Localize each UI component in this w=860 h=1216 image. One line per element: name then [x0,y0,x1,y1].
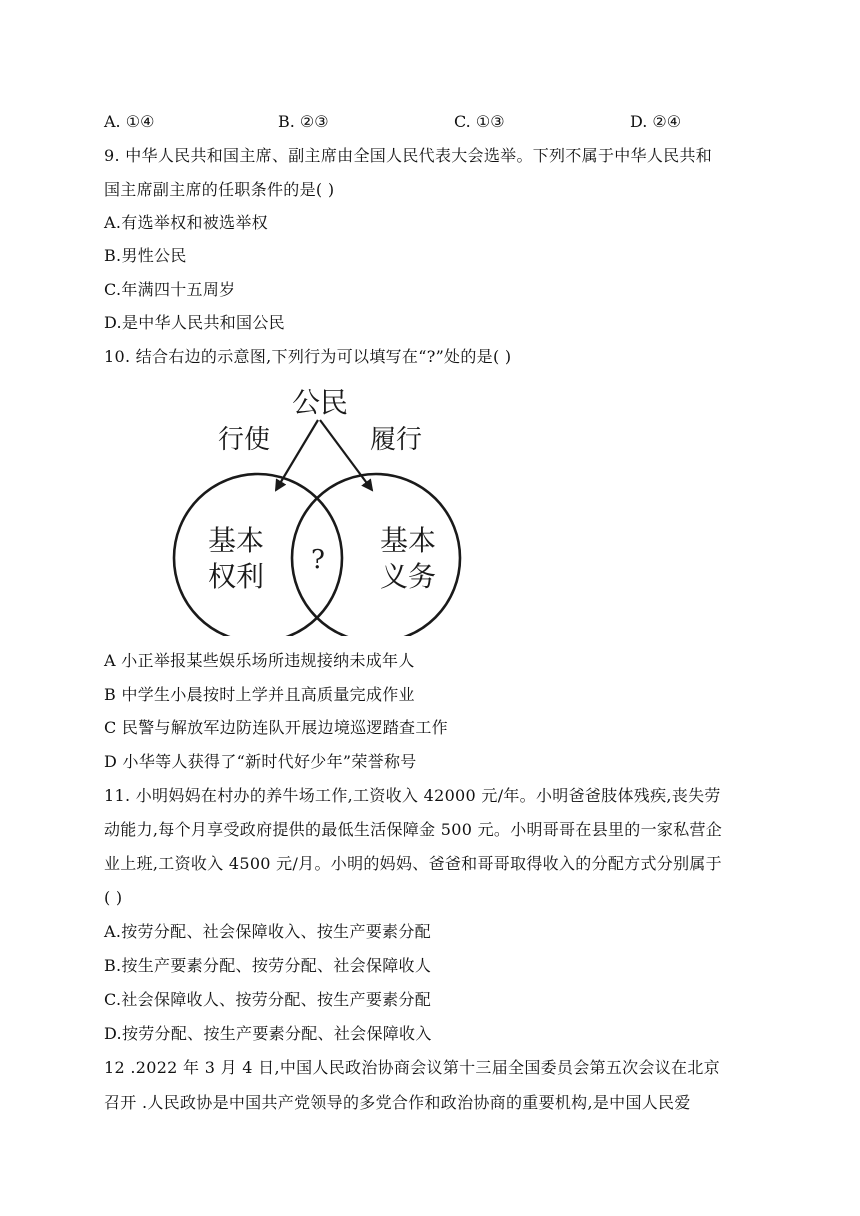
q10-stem: 10. 结合右边的示意图,下列行为可以填写在“?”处的是( ) [104,347,512,366]
q8-option-a: A. ①④ [104,112,155,131]
q10-option-b: B 中学生小晨按时上学并且高质量完成作业 [104,685,415,704]
q11-stem-line2: 动能力,每个月享受政府提供的最低生活保障金 500 元。小明哥哥在县里的一家私营企 [104,820,723,839]
left-arrow [276,420,318,490]
q12-stem-line2: 召开 .人民政协是中国共产党领导的多党合作和政治协商的重要机构,是中国人民爱 [104,1093,691,1112]
q11-stem-line1: 11. 小明妈妈在村办的养牛场工作,工资收入 42000 元/年。小明爸爸肢体残疾,丧失劳 [104,786,721,805]
q9-option-d: D.是中华人民共和国公民 [104,313,285,332]
q10-option-c: C 民警与解放军边防连队开展边境巡逻踏查工作 [104,718,448,737]
duties-circle-line1: 基本 [379,524,437,557]
q12-stem-line1: 12 .2022 年 3 月 4 日,中国人民政治协商会议第十三届全国委员会第五次会议在北京 [104,1058,720,1077]
q10-option-d: D 小华等人获得了“新时代好少年”荣誉称号 [104,752,417,771]
q9-stem-line2: 国主席副主席的任职条件的是( ) [104,180,335,199]
citizen-label: 公民 [291,386,349,419]
q11-stem-line4: ( ) [104,888,123,907]
q8-option-c: C. ①③ [454,112,505,131]
rights-circle-line2: 权利 [207,560,265,593]
rights-duties-venn-diagram [168,380,468,636]
q11-option-b: B.按生产要素分配、按劳分配、社会保障收人 [104,956,432,975]
q9-option-b: B.男性公民 [104,246,187,265]
fulfill-label: 履行 [369,425,423,455]
q8-option-d: D. ②④ [630,112,682,131]
q9-option-c: C.年满四十五周岁 [104,280,236,299]
q10-option-a: A 小正举报某些娱乐场所违规接纳未成年人 [104,651,415,670]
q9-option-a: A.有选举权和被选举权 [104,213,268,232]
q11-option-d: D.按劳分配、按生产要素分配、社会保障收入 [104,1024,432,1043]
exercise-label: 行使 [217,425,271,455]
duties-circle-line2: 义务 [379,560,437,593]
q8-option-b: B. ②③ [278,112,329,131]
q11-stem-line3: 业上班,工资收入 4500 元/月。小明的妈妈、爸爸和哥哥取得收入的分配方式分别属于 [104,854,722,873]
q8-options-row [0,112,860,134]
rights-circle-line1: 基本 [207,524,265,557]
q11-option-c: C.社会保障收人、按劳分配、按生产要素分配 [104,990,432,1009]
venn-diagram-svg [168,380,468,636]
overlap-question-mark: ? [311,545,325,575]
q9-stem-line1: 9. 中华人民共和国主席、副主席由全国人民代表大会选举。下列不属于中华人民共和 [104,146,713,165]
q11-option-a: A.按劳分配、社会保障收入、按生产要素分配 [104,922,431,941]
